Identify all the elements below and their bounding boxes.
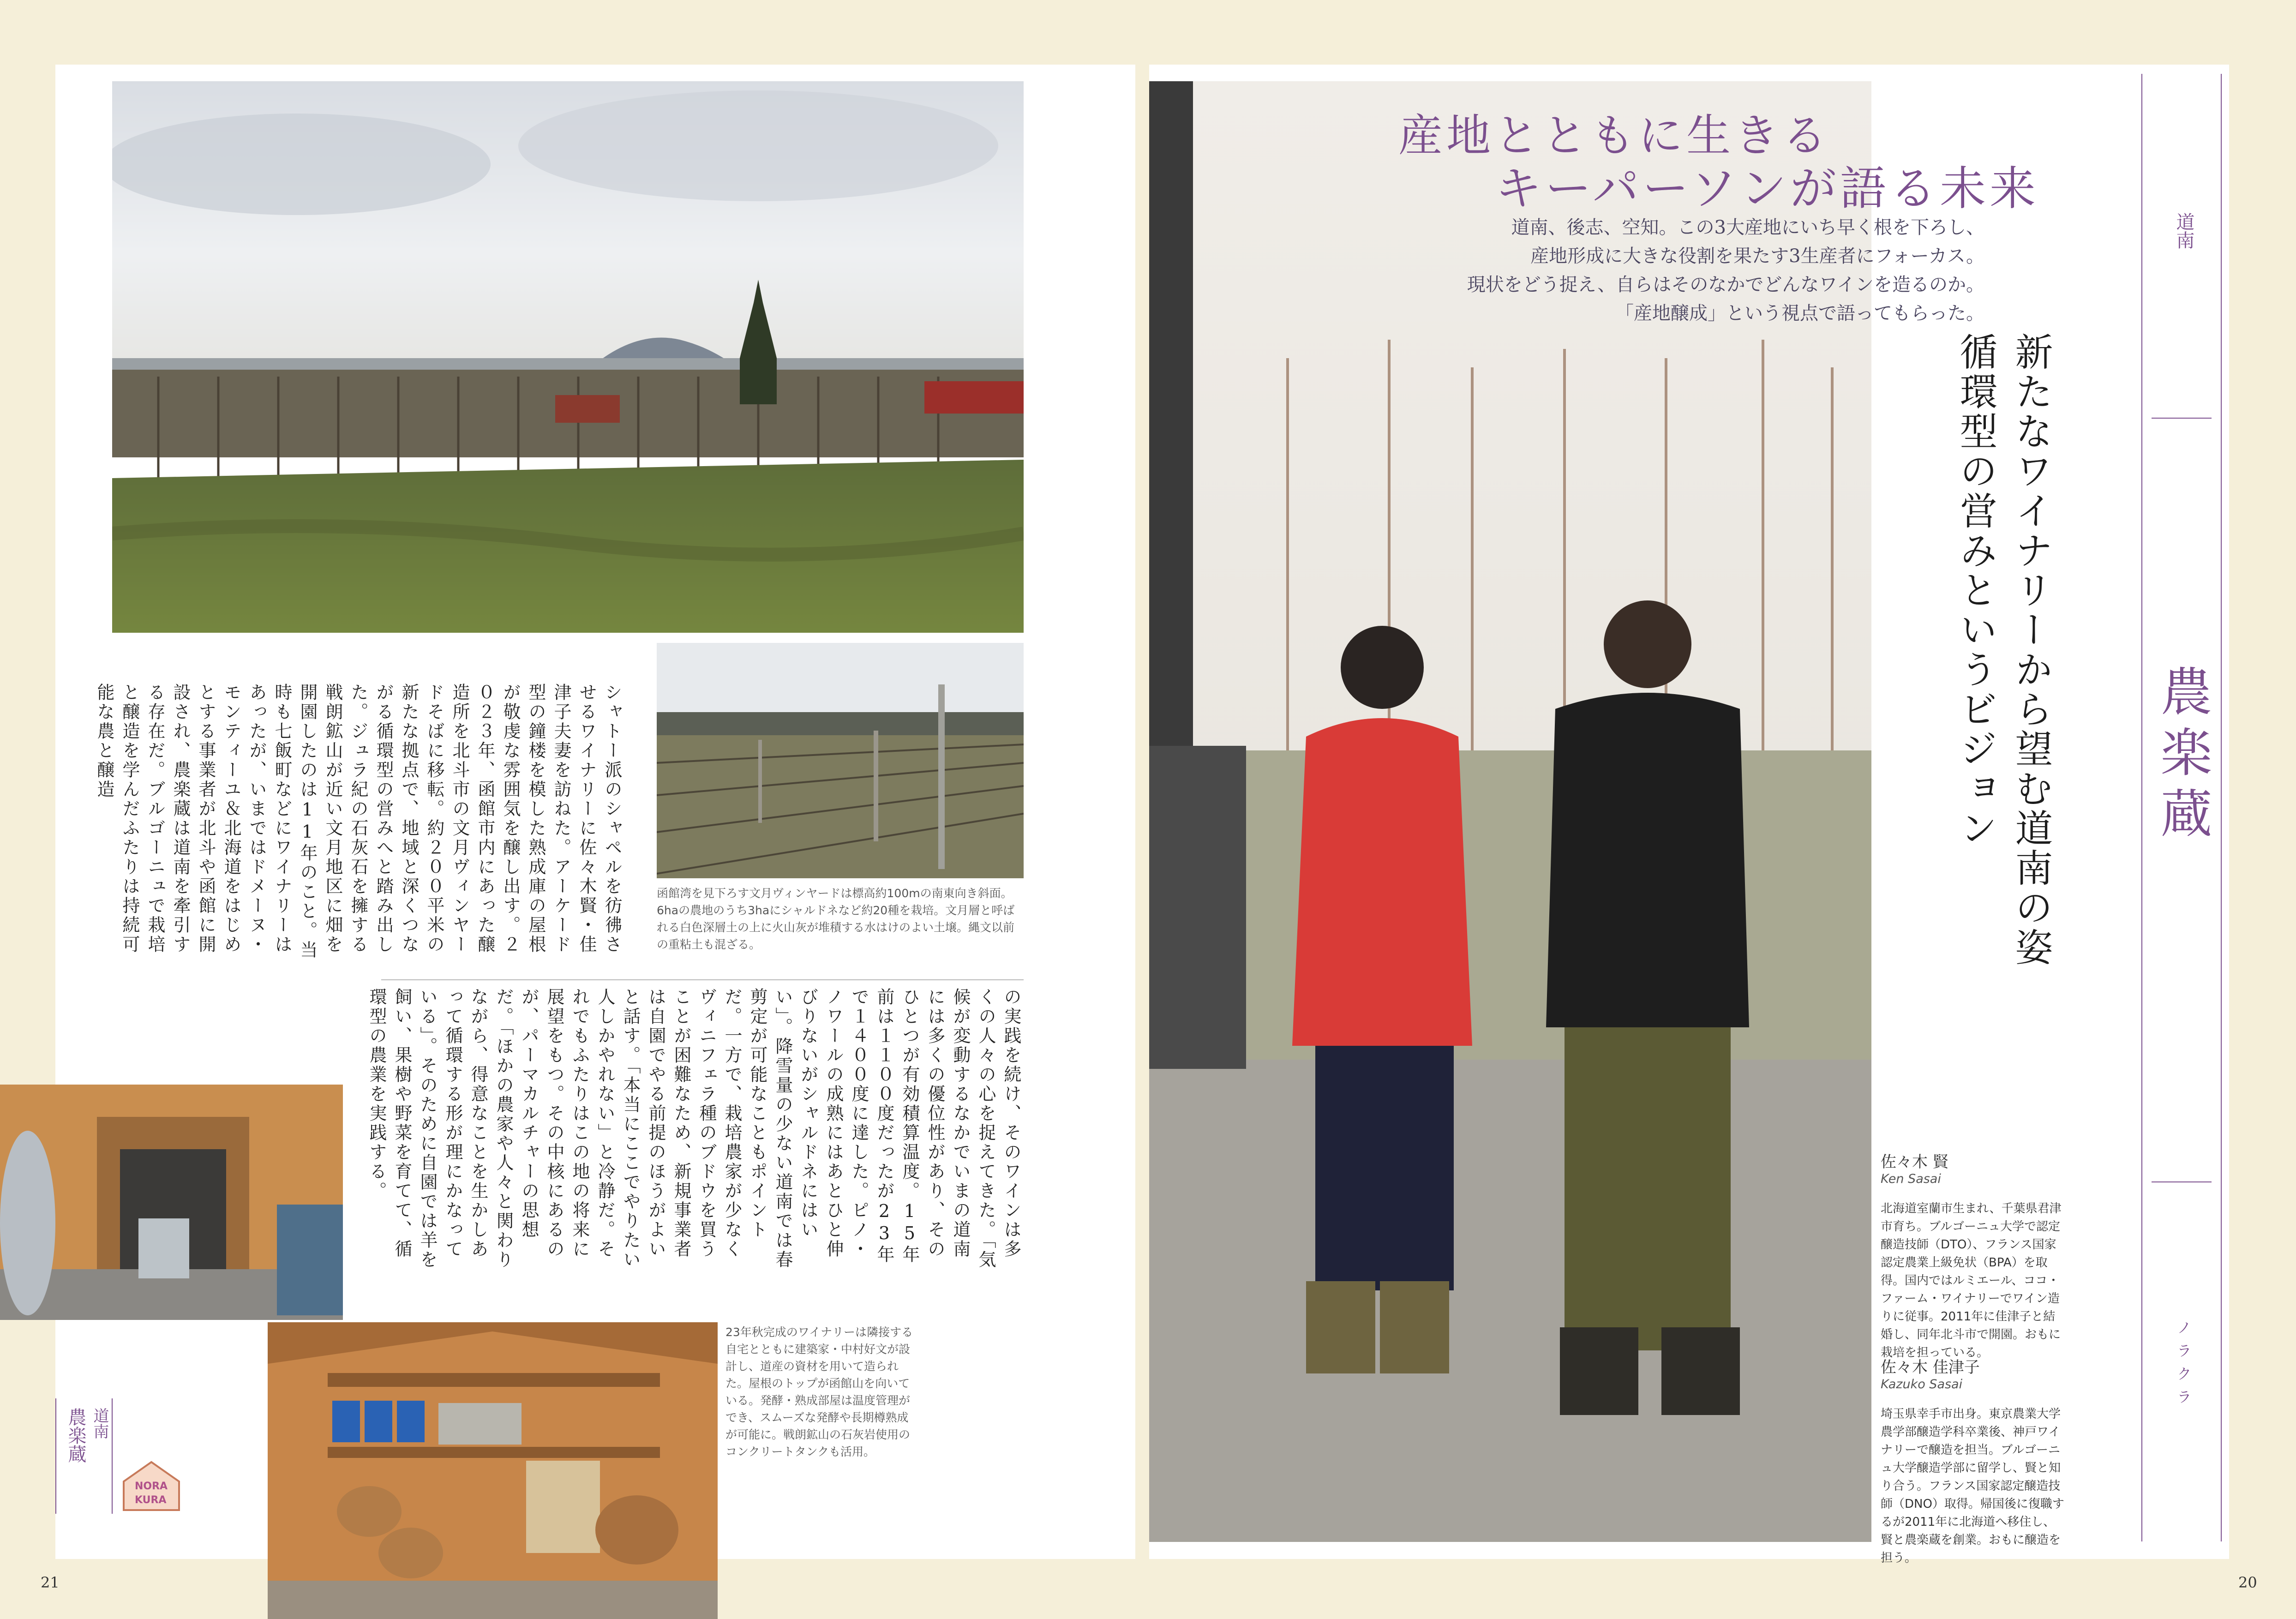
- headline-line-1: 産地とともに生きる: [1398, 110, 1830, 162]
- side-tab: [2141, 74, 2222, 1541]
- winery-caption: 23年秋完成のワイナリーは隣接する自宅とともに建築家・中村好文が設計し、道産の資材を用いて造られた。屋根のトップが函館山を向いている。発酵・熟成部屋は温度管理ができ、スムーズな発酵や長期樽熟成が可能に。戦朗鉱山の石灰岩使用のコンクリートタンクも活用。: [725, 1325, 913, 1458]
- vineyard-rows-photo: [657, 643, 1024, 878]
- profile-kazuko-bio: 埼玉県幸手市出身。東京農業大学農学部醸造学科卒業後、神戸ワイナリーで醸造を担当。ブルゴーニュ大学醸造学部に留学し、賢と知り合う。フランス国家認定醸造技師（DNO）取得。帰国後に復職するが2011年に北海道へ移住し、賢と農楽蔵を創業。おもに醸造を担う。: [1881, 1407, 2064, 1565]
- lead-line-4: 「産地醸成」という視点で語ってもらった。: [1615, 303, 1984, 324]
- headline-line-2: キーパーソンが語る未来: [1495, 162, 2039, 216]
- vineyard-caption: 函館湾を見下ろす文月ヴィンヤードは標高約100mの南東向き斜面。6haの農地のうち3haにシャルドネなど約20種を栽培。文月層と呼ばれる白色深層土の上に火山灰が堆積する水はけのよい土壌。縄文以前の重粘土も混ざる。: [657, 887, 1015, 951]
- small-tab-region: 道南: [90, 1408, 109, 1439]
- lead-line-3: 現状をどう捉え、自らはそのなかでどんなワインを造るのか。: [1467, 274, 1984, 295]
- divider: [381, 979, 1024, 980]
- profile-ken: [1881, 1149, 2079, 1186]
- profile-name: 佐々木 賢: [1881, 1153, 1948, 1171]
- body-text-column-1: シャトー派のシャペルを彷彿させるワイナリーに佐々木賢・佳津子夫妻を訪ねた。アーケード型の鐘楼を模した熟成庫の屋根が敬虔な雰囲気を醸し出す。２０２３年、函館市内にあった醸造所を北斗市の文月ヴィンヤードそばに移転。約２００平米の新たな拠点で、地域と深くつながる循環型の営みへと踏み出した。ジュラ紀の石灰石を擁する戦朗鉱山が近い文月地区に畑を開園したのは11年のこと。当時も七飯町などにワイナリーはあったが、いまではドメーヌ・モンティーユ＆北海道をはじめとする事業者が北斗や函館に開設され、農楽蔵は道南を牽引する存在だ。ブルゴーニュで栽培と醸造を学んだふたりは持続可能な農と醸造: [94, 683, 622, 960]
- profile-roman: Kazuko Sasai: [1881, 1377, 1963, 1391]
- side-tab-winery: 農楽蔵: [2152, 665, 2212, 847]
- profile-name: 佐々木 佳津子: [1881, 1358, 1980, 1377]
- lead-line-2: 産地形成に大きな役割を果たす3生産者にフォーカス。: [1530, 246, 1984, 267]
- page-number-right: 20: [2238, 1574, 2257, 1591]
- norakura-logo: [119, 1458, 184, 1514]
- side-tab-region: 道南: [2173, 212, 2194, 249]
- lead-line-1: 道南、後志、空知。この3大産地にいち早く根を下ろし、: [1511, 217, 1984, 238]
- winery-interior-photo: [0, 1085, 343, 1320]
- profile-roman: Ken Sasai: [1881, 1172, 1941, 1186]
- barrel-room-photo: [268, 1322, 718, 1619]
- subheadline: [1948, 332, 2058, 1117]
- vineyard-landscape-photo: [112, 81, 1024, 633]
- side-tab-rule-2: [2152, 1181, 2212, 1182]
- subheadline-line-2: 循環型の営みというビジョン: [1954, 332, 1997, 848]
- logo-text-bottom: KURA: [135, 1494, 167, 1506]
- side-tab-kana: ノラクラ: [2175, 1320, 2192, 1412]
- profile-kazuko: [1881, 1355, 2079, 1391]
- small-tab: [55, 1398, 113, 1514]
- subheadline-line-1: 新たなワイナリーから望む道南の姿: [2009, 332, 2053, 967]
- page-number-left: 21: [41, 1574, 60, 1591]
- body-text-column-2: の実践を続け、そのワインは多くの人々の心を捉えてきた。「気候が変動するなかでいまの道南には多くの優位性があり、そのひとつが有効積算温度。15年前は１１００度だったが23年で１４００度に達した。ピノ・ノワールの成熟にはあとひと伸びりないがシャルドネにはいい」。降雪量の少ない道南では春剪定が可能なこともポイントだ。一方で、栽培農家が少なくヴィニフェラ種のブドウを買うことが困難なため、新規事業者は自園でやる前提のほうがよいと話す。「本当にここでやりたい人しかやれない」と冷静だ。それでもふたりはこの地の将来に展望をもつ。その中核にあるのが、パーマカルチャーの思想だ。「ほかの農家や人々と関わりながら、得意なことを生かしあって循環する形が理にかなっている」。そのために自園では羊を飼い、果樹や野菜を育てて、循環型の農業を実践する。: [366, 988, 1021, 1270]
- small-tab-winery: 農楽蔵: [65, 1408, 86, 1463]
- side-tab-rule-1: [2152, 418, 2212, 419]
- logo-text-top: NORA: [135, 1481, 168, 1492]
- lead-text: [1431, 213, 1984, 328]
- profile-ken-bio: 北海道室蘭市生まれ、千葉県君津市育ち。ブルゴーニュ大学で認定醸造技師（DTO）、フランス国家認定農業上級免状（BPA）を取得。国内ではルミエール、ココ・ファーム・ワイナリーでワイン造りに従事。2011年に佳津子と結婚し、同年北斗市で開園。おもに栽培を担っている。: [1881, 1202, 2062, 1360]
